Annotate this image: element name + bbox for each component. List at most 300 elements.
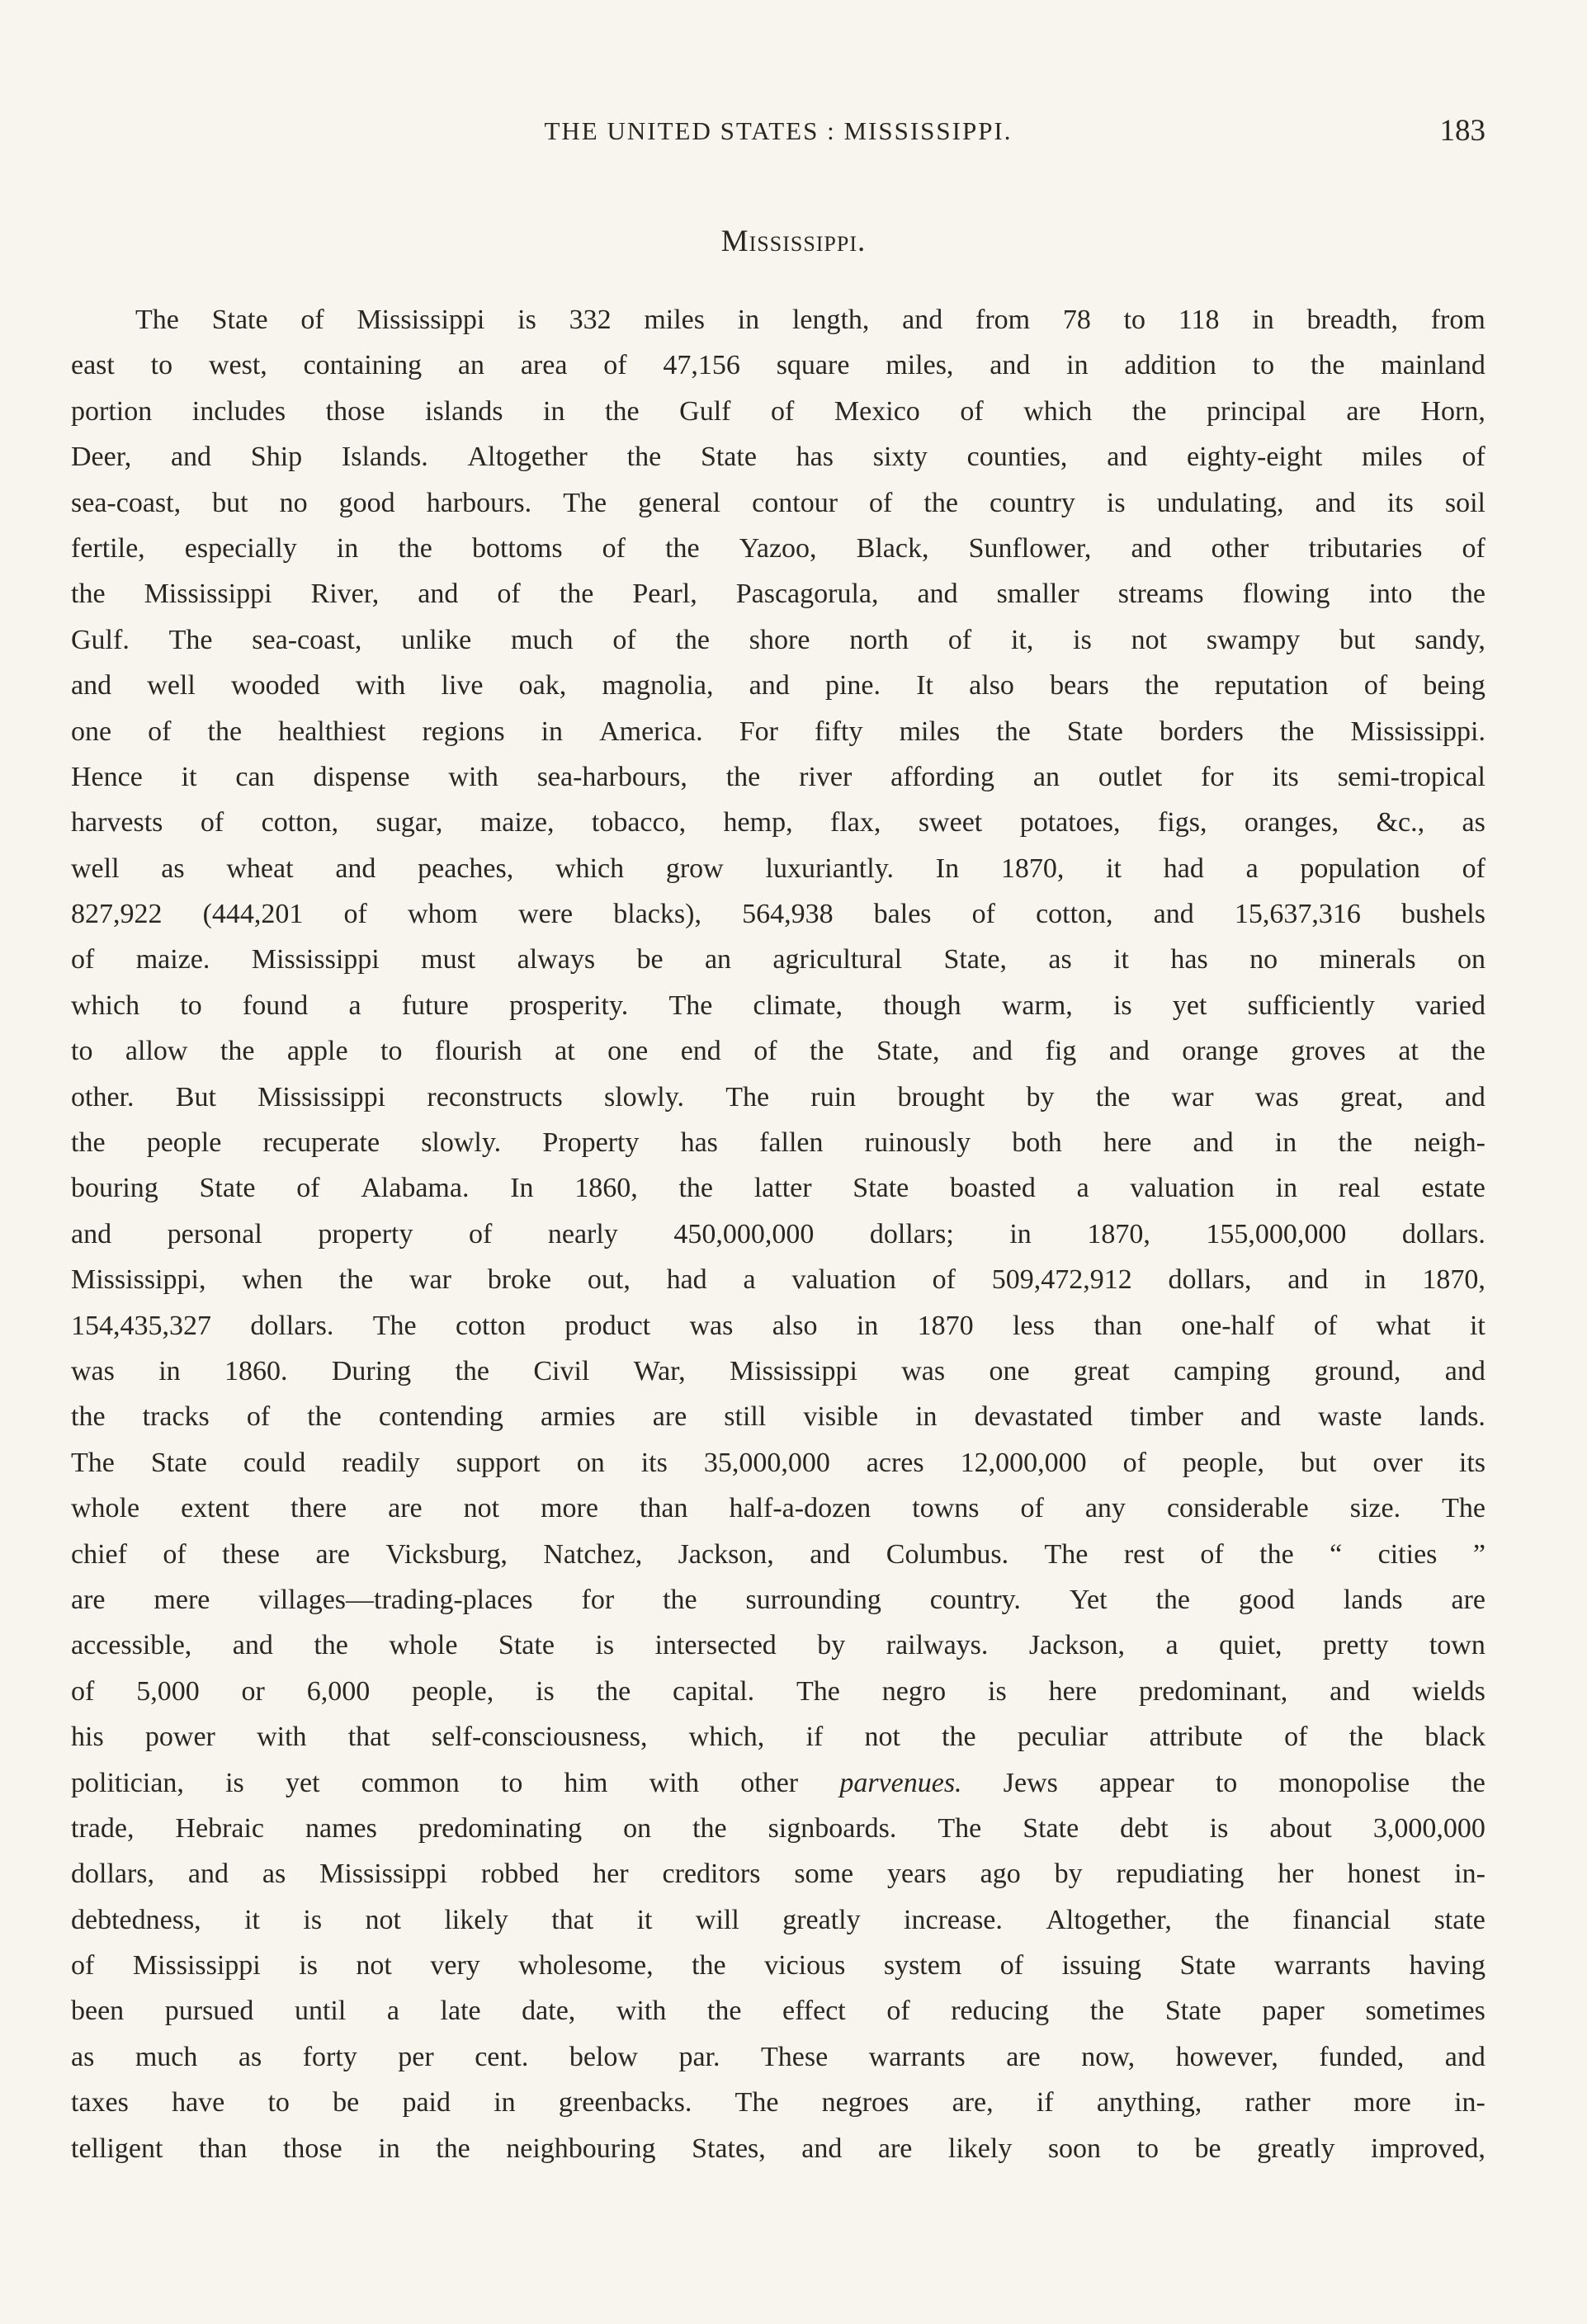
word: groves [1291, 1036, 1366, 1067]
word: Mississippi [319, 1859, 448, 1890]
word: of [469, 1218, 493, 1249]
word: can [235, 761, 275, 792]
word: in [336, 532, 359, 564]
word: negro [881, 1675, 947, 1707]
word: late [440, 1996, 481, 2027]
word: country. [929, 1584, 1021, 1615]
word: with [448, 761, 498, 792]
word: the [1089, 1996, 1125, 2027]
word: if [805, 1722, 824, 1753]
word: 827,922 [71, 899, 163, 930]
word: had [666, 1264, 707, 1296]
word: Islands. [341, 442, 428, 473]
word: portion [71, 395, 153, 427]
word: contour [752, 487, 838, 518]
word: broke [487, 1264, 552, 1296]
word: and [71, 670, 112, 701]
word: oak, [518, 670, 567, 701]
word: but [1301, 1447, 1337, 1478]
text-line [71, 1669, 1485, 1714]
word: greatly [782, 1904, 861, 1935]
word: now, [1081, 2041, 1136, 2072]
word: size. [1349, 1493, 1401, 1524]
body-text [71, 297, 1485, 2171]
word: of [71, 1675, 95, 1707]
word: in [1274, 1127, 1297, 1159]
word: north [849, 624, 909, 655]
word: as [262, 1859, 286, 1890]
word: bouring [71, 1173, 158, 1204]
word: the [1215, 1904, 1249, 1935]
word: likely [444, 1904, 508, 1935]
word: the [71, 1127, 106, 1159]
word: mere [154, 1584, 210, 1615]
word: could [243, 1447, 306, 1478]
word: funded, [1319, 2041, 1405, 2072]
word: extent [181, 1493, 250, 1524]
word: the [692, 1812, 727, 1844]
word: 154,435,327 [71, 1310, 211, 1341]
running-head [71, 111, 1485, 152]
text-line [71, 1303, 1485, 1349]
word: agricultural [772, 944, 903, 975]
word: people [146, 1127, 222, 1159]
word: 6,000 [306, 1675, 371, 1707]
word: signboards. [768, 1812, 897, 1844]
text-line [71, 1165, 1485, 1211]
word: allow [125, 1036, 188, 1067]
word: the [675, 624, 710, 655]
word: 5,000 [136, 1675, 200, 1707]
word: increase. [904, 1904, 1003, 1935]
word: In [510, 1173, 534, 1204]
word: to [1136, 2133, 1160, 2164]
word: much [135, 2041, 198, 2072]
word: Mississippi [257, 1081, 386, 1112]
word: shore [749, 624, 810, 655]
word: both [1012, 1127, 1062, 1159]
text-line [71, 617, 1485, 663]
word: the [1095, 1081, 1131, 1112]
word: which [71, 990, 140, 1021]
word: blacks), [613, 899, 701, 930]
section-title: Mississippi. [720, 224, 867, 258]
word: The [1442, 1493, 1485, 1524]
word: of [71, 944, 95, 975]
page-number: 183 [1439, 114, 1485, 148]
word: Black, [856, 532, 929, 564]
text-line [71, 1075, 1485, 1120]
word: which [1023, 395, 1093, 427]
word: peaches, [418, 853, 514, 884]
word: great, [1340, 1081, 1404, 1112]
word: than [198, 2133, 248, 2164]
word: reputation [1214, 670, 1329, 701]
word: in- [1454, 1859, 1485, 1890]
word: his [71, 1722, 104, 1753]
word: in [915, 1401, 938, 1433]
word: likely [947, 2133, 1013, 2164]
word: Jackson, [678, 1538, 774, 1570]
word: and [990, 350, 1031, 381]
word: and [335, 853, 376, 884]
word: war [1171, 1081, 1214, 1112]
word: still [724, 1401, 767, 1433]
word: to [1252, 350, 1275, 381]
word: &c., [1376, 807, 1425, 838]
word: if [1036, 2087, 1054, 2119]
word: has [796, 442, 834, 473]
word: of [753, 1036, 777, 1067]
word: was [689, 1310, 734, 1341]
word: (444,201 [202, 899, 304, 930]
word: and [902, 305, 943, 335]
word: the [706, 1996, 742, 2027]
word: live [441, 670, 484, 701]
word: affording [890, 761, 995, 792]
word: robbed [480, 1859, 560, 1890]
word: grow [665, 853, 724, 884]
word: towns [912, 1493, 980, 1524]
word: the [942, 1722, 976, 1753]
word: predominating [418, 1812, 583, 1844]
word: wields [1412, 1675, 1485, 1707]
word: The [938, 1812, 982, 1844]
word: of [1363, 670, 1388, 701]
word: Columbus. [886, 1538, 1009, 1570]
word: war [409, 1264, 451, 1296]
text-line [71, 571, 1485, 616]
word: armies [541, 1401, 616, 1433]
word: not [365, 1904, 401, 1935]
word: of [771, 395, 795, 427]
word: there [290, 1493, 347, 1524]
text-line [71, 983, 1485, 1028]
word: appear [1099, 1767, 1174, 1798]
word: of [886, 1996, 910, 2027]
word: property [318, 1218, 413, 1249]
word: fallen [759, 1127, 824, 1159]
text-line [71, 663, 1485, 708]
word: other [740, 1767, 799, 1798]
word: contending [378, 1401, 503, 1433]
word: reducing [951, 1996, 1050, 2027]
word: outlet [1098, 761, 1163, 792]
word: brought [897, 1081, 985, 1112]
word: a [1076, 1173, 1089, 1204]
word: the [1155, 1584, 1190, 1615]
word: of [300, 305, 324, 335]
word: however, [1175, 2041, 1278, 2072]
word: of [200, 807, 224, 838]
word: product [564, 1310, 651, 1341]
word: to [180, 990, 202, 1021]
word: warrants [868, 2041, 966, 2072]
word: and [1287, 1264, 1329, 1296]
word: But [175, 1081, 216, 1112]
word: whole [71, 1493, 140, 1524]
text-line [71, 1349, 1485, 1394]
word: improved, [1371, 2133, 1485, 2164]
word: to [71, 1036, 93, 1067]
word: acres [866, 1447, 924, 1478]
word: harbours. [426, 487, 532, 518]
word: is [303, 1904, 323, 1935]
word: the [71, 1401, 106, 1433]
word: Civil [533, 1355, 590, 1386]
word: devastated [974, 1401, 1093, 1433]
word: and [232, 1630, 273, 1661]
word: Altogether [467, 442, 588, 473]
word: During [331, 1355, 412, 1386]
word: of [71, 1950, 95, 1982]
word: wholesome, [518, 1950, 654, 1982]
word: east [71, 350, 115, 381]
word: town [1429, 1630, 1485, 1661]
text-line [71, 1714, 1485, 1760]
word: well [147, 670, 196, 701]
word: people, [1182, 1447, 1265, 1478]
word: names [305, 1812, 377, 1844]
word: system [883, 1950, 962, 1982]
word: States, [692, 2133, 766, 2164]
word: yet [1172, 990, 1207, 1021]
word: of [602, 532, 626, 564]
word: as [1048, 944, 1072, 975]
word: regions [422, 716, 505, 747]
word: State [853, 1173, 909, 1204]
word: 47,156 [663, 350, 740, 381]
word: of [960, 395, 984, 427]
word: more [1353, 2087, 1411, 2119]
word: with [257, 1722, 307, 1753]
word: very [430, 1950, 480, 1982]
word: the [725, 761, 761, 792]
word: future [401, 990, 469, 1021]
word: War, [633, 1355, 686, 1386]
word: telligent [71, 2133, 163, 2164]
text-line [71, 1257, 1485, 1302]
word: sea-coast, [252, 624, 362, 655]
word: containing [303, 350, 423, 381]
word: in [1364, 1264, 1386, 1296]
word: For [739, 716, 778, 747]
word: of [999, 1950, 1024, 1982]
word: ruinously [864, 1127, 971, 1159]
word: the [665, 532, 700, 564]
word: cities [1377, 1538, 1438, 1570]
word: and [1444, 2041, 1485, 2072]
word: the [663, 1584, 697, 1615]
word: not [864, 1722, 900, 1753]
word: paper [1262, 1996, 1325, 2027]
word: and [801, 2133, 843, 2164]
word: recuperate [262, 1127, 380, 1159]
word: 78 [1062, 305, 1091, 335]
word: is [536, 1675, 555, 1707]
word: until [294, 1996, 347, 2027]
word: anything, [1096, 2087, 1202, 2119]
word: honest [1347, 1859, 1421, 1890]
word: these [222, 1538, 281, 1570]
word: not [1131, 624, 1168, 655]
word: in [543, 395, 565, 427]
word: the [626, 442, 662, 473]
word: 450,000,000 [673, 1218, 815, 1249]
word: are [1346, 395, 1381, 427]
word: luxuriantly. [765, 853, 894, 884]
word: of [246, 1401, 271, 1433]
word: the [1259, 1538, 1294, 1570]
word: sea-coast, [71, 487, 182, 518]
word: 564,938 [742, 899, 834, 930]
word: The [734, 2087, 779, 2119]
word: the [338, 1264, 374, 1296]
word: and [170, 442, 212, 473]
word: and [917, 579, 958, 610]
word: are [652, 1401, 687, 1433]
word: are [315, 1538, 350, 1570]
word: and [1315, 487, 1356, 518]
word: 1860. [224, 1355, 288, 1386]
word: villages—trading-places [258, 1584, 533, 1615]
word: is [299, 1950, 318, 1982]
word: into [1368, 579, 1413, 610]
word: and [187, 1859, 229, 1890]
text-line [71, 1806, 1485, 1851]
word: slowly. [603, 1081, 684, 1112]
word: streams [1117, 579, 1204, 610]
word: be [636, 944, 664, 975]
word: from [975, 305, 1031, 335]
word: the [307, 1401, 342, 1433]
word: it [1106, 853, 1122, 884]
word: what [1376, 1310, 1431, 1341]
word: whom [407, 899, 478, 930]
word: in [1252, 305, 1274, 335]
word: the [996, 716, 1031, 747]
word: The [563, 487, 607, 518]
word: debtedness, [71, 1904, 201, 1935]
word: Mississippi [132, 1950, 261, 1982]
word: islands [425, 395, 503, 427]
word: unlike [401, 624, 472, 655]
word: potatoes, [1019, 807, 1121, 838]
word: which, [688, 1722, 765, 1753]
word: a [386, 1996, 399, 2027]
word: “ [1330, 1538, 1343, 1570]
word: its [640, 1447, 668, 1478]
text-line [71, 434, 1485, 479]
text-line [71, 1532, 1485, 1577]
text-line [71, 1486, 1485, 1531]
word: and [1153, 899, 1194, 930]
word: The [796, 1675, 840, 1707]
word: breadth, [1306, 305, 1398, 335]
word: for [1201, 761, 1234, 792]
word: the [1348, 1722, 1384, 1753]
word: the [605, 395, 640, 427]
word: the [1145, 670, 1179, 701]
word: was [901, 1355, 946, 1386]
word: and [1193, 1127, 1234, 1159]
word: borders [1159, 716, 1244, 747]
word: ground, [1314, 1355, 1401, 1386]
word: not [356, 1950, 392, 1982]
word: Pearl, [632, 579, 697, 610]
word: must [421, 944, 476, 975]
word: in [541, 716, 564, 747]
word: in [1009, 1218, 1032, 1249]
word: 155,000,000 [1206, 1218, 1347, 1249]
word: flax, [830, 807, 881, 838]
word: black [1424, 1722, 1485, 1753]
word: below [569, 2041, 638, 2072]
word: years [887, 1859, 947, 1890]
word: tributaries [1308, 532, 1423, 564]
word: It [916, 670, 933, 701]
word: In [935, 853, 960, 884]
word: considerable [1166, 1493, 1309, 1524]
word: of [163, 1538, 187, 1570]
word: of [869, 487, 893, 518]
word: the [678, 1173, 713, 1204]
word: country [989, 487, 1075, 518]
word: The [668, 990, 713, 1021]
text-line [71, 1577, 1485, 1623]
word: when [242, 1264, 303, 1296]
word: also [772, 1310, 818, 1341]
word: to [380, 1036, 403, 1067]
word: a [743, 1264, 756, 1296]
word: dollars. [250, 1310, 334, 1341]
word: and [810, 1538, 851, 1570]
word: general [638, 487, 721, 518]
word: are, [952, 2087, 994, 2119]
word: undulating, [1156, 487, 1284, 518]
word: being [1423, 670, 1485, 701]
word: magnolia, [602, 670, 714, 701]
word: issuing [1061, 1950, 1141, 1982]
word: flourish [434, 1036, 522, 1067]
word: with [616, 1996, 667, 2027]
text-line [71, 937, 1485, 982]
word: here [1048, 1675, 1098, 1707]
word: and [1444, 1355, 1485, 1386]
word: flowing [1242, 579, 1330, 610]
word: soon [1047, 2133, 1102, 2164]
word: one [989, 1355, 1030, 1386]
word: bottoms [471, 532, 563, 564]
word: and [1330, 1675, 1371, 1707]
word: capital. [673, 1675, 755, 1707]
word: lands. [1419, 1401, 1485, 1433]
word: by [1054, 1859, 1083, 1890]
word: cotton [455, 1310, 526, 1341]
word: was [71, 1355, 115, 1386]
word: sandy, [1415, 624, 1485, 655]
word: here [1103, 1127, 1152, 1159]
word: State [150, 1447, 207, 1478]
text-line [71, 1440, 1485, 1486]
word: greenbacks. [558, 2087, 692, 2119]
word: for [581, 1584, 615, 1615]
word: paid [402, 2087, 451, 2119]
word: has [1170, 944, 1208, 975]
word: 1870, [1422, 1264, 1485, 1296]
word: as [71, 2041, 95, 2072]
word: includes [191, 395, 286, 427]
